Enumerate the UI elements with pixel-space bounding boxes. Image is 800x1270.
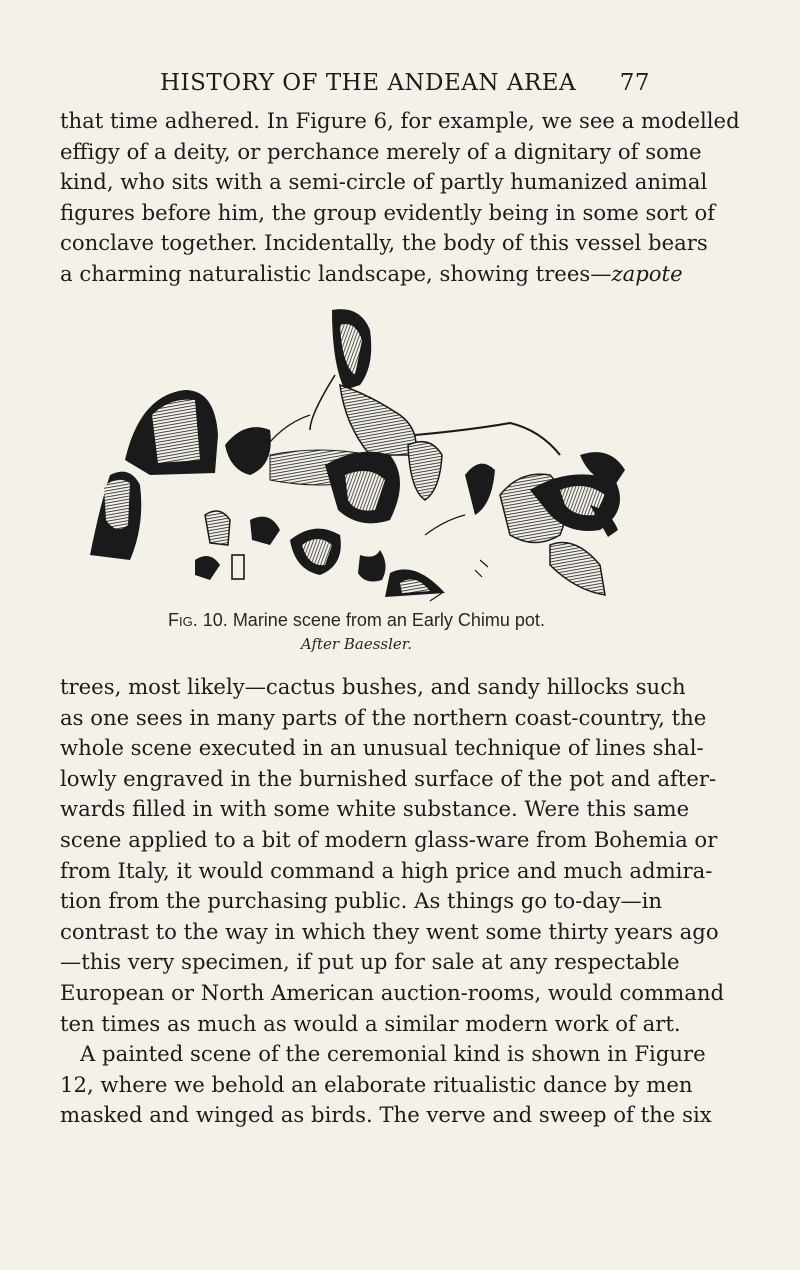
- paragraph-1: [60, 106, 740, 290]
- italic-word: zapote: [611, 260, 683, 286]
- text-line: lowly engraved in the burnished surface of the pot and after-: [60, 765, 717, 791]
- text-line: scene applied to a bit of modern glass-ware from Bohemia or: [60, 826, 718, 852]
- text-fragment: a charming naturalistic landscape, showing trees—: [60, 260, 612, 286]
- text-line-last: [60, 259, 683, 290]
- text-line: 12, where we behold an elaborate ritualistic dance by men: [60, 1071, 693, 1097]
- text-line: as one sees in many parts of the northern coast-country, the: [60, 704, 707, 730]
- text-line: —this very specimen, if put up for sale at any respectable: [60, 949, 680, 975]
- text-line: European or North American auction-rooms, would command: [60, 979, 725, 1005]
- text-line: masked and winged as birds. The verve and sweep of the six: [60, 1102, 712, 1128]
- text-line: A painted scene of the ceremonial kind is shown in Figure: [80, 1041, 706, 1067]
- text-line: contrast to the way in which they went some thirty years ago: [60, 918, 719, 944]
- text-line: wards filled in with some white substance. Were this same: [60, 796, 690, 822]
- text-line: effigy of a deity, or perchance merely of a dignitary of some: [60, 138, 702, 164]
- figure-credit: After Baessler.: [300, 635, 413, 653]
- text-line: that time adhered. In Figure 6, for example, we see a modelled: [60, 108, 740, 133]
- page-number: 77: [619, 70, 650, 96]
- text-line: kind, who sits with a semi-circle of partly humanized animal: [60, 169, 708, 195]
- text-line: ten times as much as would a similar modern work of art.: [60, 1010, 681, 1036]
- text-line: whole scene executed in an unusual technique of lines shal-: [60, 735, 704, 761]
- figure-caption: [60, 608, 653, 656]
- text-line: from Italy, it would command a high price and much admira-: [60, 857, 713, 883]
- text-line: trees, most likely—cactus bushes, and sandy hillocks such: [60, 674, 686, 699]
- figure-caption-text: Marine scene from an Early Chimu pot.: [232, 610, 545, 630]
- paragraph-2: [60, 672, 725, 1131]
- figure-label: Fig. 10.: [168, 610, 228, 630]
- text-line: tion from the purchasing public. As things go to-day—in: [60, 888, 663, 914]
- running-title: HISTORY OF THE ANDEAN AREA: [160, 70, 577, 96]
- text-line: conclave together. Incidentally, the body of this vessel bears: [60, 230, 708, 256]
- marine-scene-illustration: [70, 305, 640, 605]
- text-line: figures before him, the group evidently being in some sort of: [60, 199, 716, 225]
